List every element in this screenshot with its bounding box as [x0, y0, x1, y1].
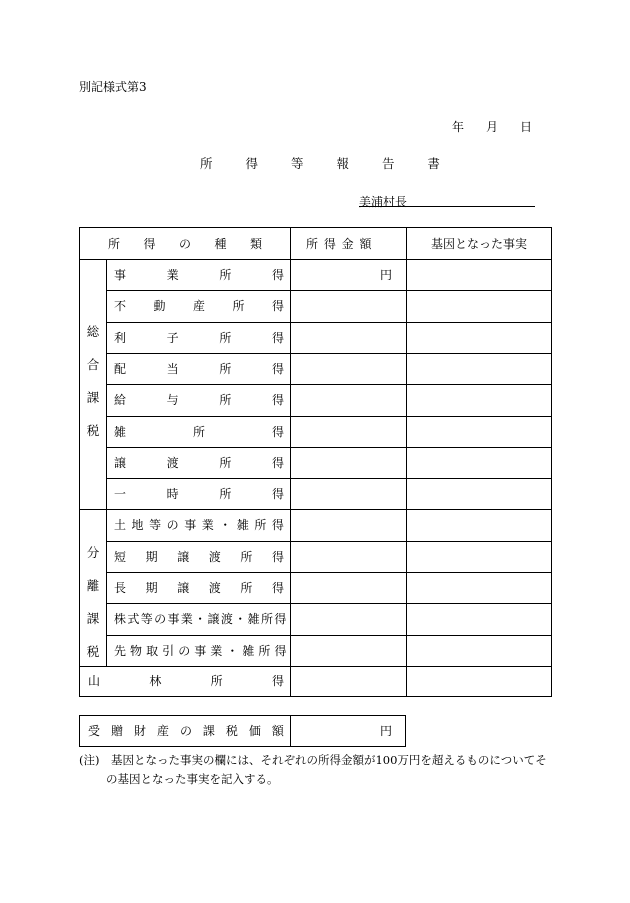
- form-number-label: 別記様式第3: [79, 80, 147, 94]
- income-amount-field[interactable]: [291, 447, 406, 478]
- gift-yen-unit: 円: [380, 724, 393, 738]
- reason-field[interactable]: [407, 603, 551, 634]
- income-amount-field[interactable]: [291, 478, 406, 509]
- income-amount-field[interactable]: [291, 416, 406, 447]
- header-income-amount: 所 得 金 額: [306, 237, 373, 251]
- header-income-kind: [108, 237, 262, 251]
- income-kind-cell: 株 式 等 の 事 業 ・ 譲 渡 ・ 雑 所 得: [114, 612, 286, 626]
- row-separator: [80, 666, 551, 667]
- reason-field[interactable]: [407, 353, 551, 384]
- income-amount-field[interactable]: [291, 259, 406, 290]
- income-kind-cell: 事 業 所 得: [114, 268, 284, 282]
- recipient-line: [359, 191, 535, 207]
- reason-field[interactable]: [407, 447, 551, 478]
- group-label-separate: 分 離 課 税: [86, 545, 100, 659]
- footnote-line-1: (注) 基因となった事実の欄には、それぞれの所得金額が100万円を超えるものについてそ: [79, 753, 547, 767]
- group-label-separator: [106, 259, 107, 666]
- header-char: 所: [108, 237, 121, 251]
- income-kind-cell: 一 時 所 得: [114, 487, 284, 501]
- income-amount-field[interactable]: [291, 572, 406, 603]
- reason-field[interactable]: [407, 290, 551, 321]
- income-amount-field[interactable]: [291, 541, 406, 572]
- header-char: 種: [214, 237, 227, 251]
- income-kind-cell: 雑 所 得: [114, 425, 284, 439]
- title-char: 告: [381, 156, 395, 171]
- reason-field[interactable]: [407, 509, 551, 540]
- income-kind-cell: 土 地 等 の 事 業 ・ 雑 所 得: [114, 518, 284, 532]
- reason-field[interactable]: [407, 384, 551, 415]
- title-char: 得: [245, 156, 258, 171]
- income-amount-field[interactable]: [291, 509, 406, 540]
- date-month-label: 月: [485, 120, 498, 134]
- income-amount-field[interactable]: [291, 603, 406, 634]
- date-year-label: 年: [451, 120, 464, 134]
- header-char: 得: [143, 237, 156, 251]
- income-kind-cell: 不 動 産 所 得: [114, 299, 284, 313]
- group-label-general: 総 合 課 税: [86, 324, 100, 438]
- recipient-name: 美浦村長: [359, 195, 408, 209]
- reason-field[interactable]: [407, 572, 551, 603]
- income-amount-field[interactable]: [291, 322, 406, 353]
- reason-field[interactable]: [407, 478, 551, 509]
- footnote-line-2: の基因となった事実を記入する。: [106, 772, 279, 786]
- income-kind-cell: 配 当 所 得: [114, 362, 284, 376]
- reason-field[interactable]: [407, 541, 551, 572]
- income-kind-cell: 給 与 所 得: [114, 393, 284, 407]
- income-amount-field[interactable]: [291, 353, 406, 384]
- header-char: の: [178, 237, 191, 251]
- reason-field[interactable]: [407, 322, 551, 353]
- reason-field[interactable]: [407, 635, 551, 666]
- reason-field[interactable]: [407, 259, 551, 290]
- title-char: 所: [200, 156, 213, 171]
- title-char: 書: [427, 156, 440, 171]
- gift-value-label: 受 贈 財 産 の 課 税 価 額: [88, 724, 284, 738]
- reason-field[interactable]: [407, 416, 551, 447]
- income-kind-cell: 短 期 譲 渡 所 得: [114, 550, 284, 564]
- column-separator: [290, 716, 291, 746]
- income-amount-field[interactable]: [291, 635, 406, 666]
- income-kind-cell: 譲 渡 所 得: [114, 456, 284, 470]
- document-title: [200, 154, 440, 172]
- income-kind-cell: 利 子 所 得: [114, 331, 284, 345]
- title-char: 等: [290, 156, 304, 171]
- income-kind-cell: 長 期 譲 渡 所 得: [114, 581, 284, 595]
- row-mountain-income: 山 林 所 得: [88, 674, 284, 688]
- yen-unit: 円: [380, 268, 393, 282]
- header-char: 類: [249, 237, 262, 251]
- title-char: 報: [336, 156, 349, 171]
- income-table: [79, 227, 552, 697]
- header-reason: 基因となった事実: [430, 237, 527, 251]
- date-day-label: 日: [519, 120, 532, 134]
- income-amount-field[interactable]: [291, 290, 406, 321]
- gift-value-table: [79, 715, 406, 747]
- income-amount-field[interactable]: [291, 384, 406, 415]
- income-kind-cell: 先 物 取 引 の 事 業 ・ 雑 所 得: [114, 644, 286, 658]
- footnote: [79, 751, 559, 789]
